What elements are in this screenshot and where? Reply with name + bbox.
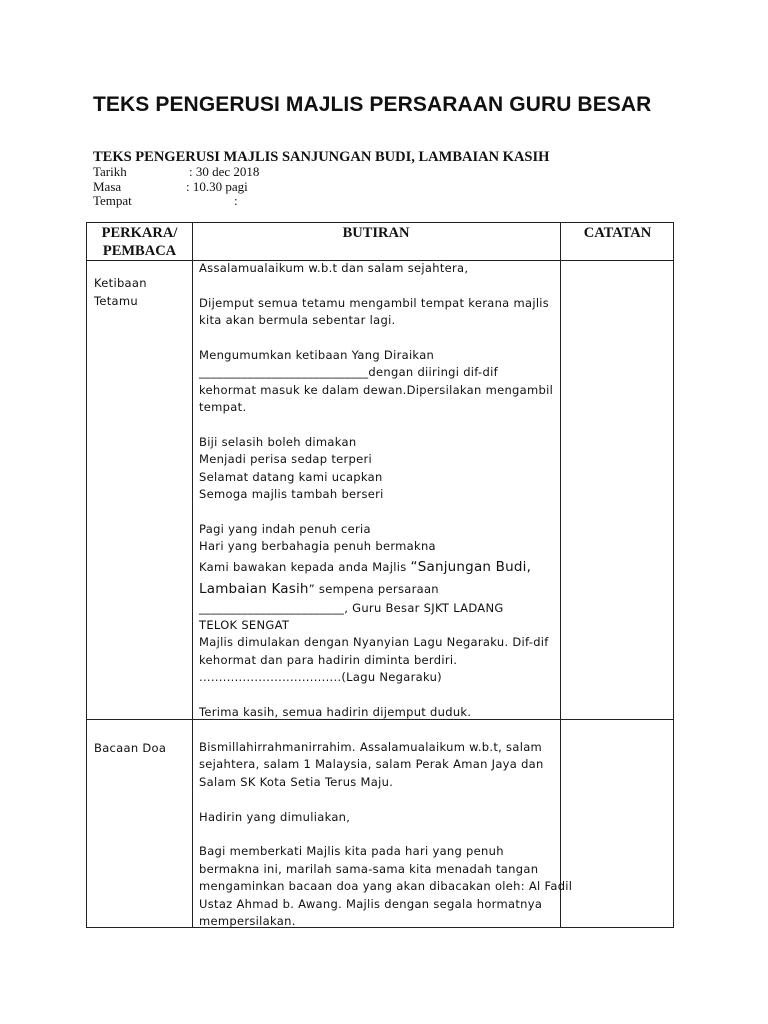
header-catatan: CATATAN <box>583 225 652 241</box>
tempat-value: : <box>234 193 238 208</box>
header-perkara-line1: PERKARA/ <box>101 225 178 241</box>
text-line: Dijemput semua tetamu mengambil tempat kerana majlis <box>199 295 550 310</box>
line-gap <box>199 417 559 434</box>
majlis-name-part2: Lambaian Kasih <box>199 580 309 597</box>
document-subtitle: TEKS PENGERUSI MAJLIS SANJUNGAN BUDI, LAMBAIAN KASIH <box>93 149 550 165</box>
masa-value: : 10.30 pagi <box>186 178 248 194</box>
header-perkara <box>87 224 192 260</box>
kami-prefix: Kami bawakan kepada anda Majlis <box>199 559 411 574</box>
text-line: mempersilakan. <box>199 913 296 928</box>
tempat-label: Tempat <box>93 193 132 208</box>
header-perkara-line2: PEMBACA <box>102 243 177 259</box>
text-line: Pagi yang indah penuh ceria <box>199 521 371 536</box>
text-line: kita akan bermula sebentar lagi. <box>199 313 396 328</box>
line-gap <box>199 277 559 294</box>
column-divider <box>192 223 193 927</box>
pantun-line: Selamat datang kami ucapkan <box>199 469 383 484</box>
text-line <box>199 556 559 578</box>
header-butiran: BUTIRAN <box>342 225 410 241</box>
text-line: sejahtera, salam 1 Malaysia, salam Perak Aman Jaya dan <box>199 757 544 772</box>
lambaian-suffix: ” sempena persaraan <box>308 581 439 596</box>
text-line: Hadirin yang dimuliakan, <box>199 809 351 824</box>
text-line: Bagi memberkati Majlis kita pada hari yang penuh <box>199 844 504 859</box>
text-line: ________________________, Guru Besar SJKT LADANG <box>199 600 504 615</box>
pantun-line: Semoga majlis tambah berseri <box>199 487 384 502</box>
tarikh-value: : 30 dec 2018 <box>189 164 260 179</box>
butiran-bacaan-doa <box>199 739 573 930</box>
majlis-name-part1: “Sanjungan Budi, <box>410 558 532 575</box>
text-line: Hari yang berbahagia penuh bermakna <box>199 539 436 554</box>
text-line: kehormat dan para hadirin diminta berdiri. <box>199 652 458 667</box>
text-line: kehormat masuk ke dalam dewan.Dipersilakan mengambil <box>199 382 554 397</box>
row-label-bacaan-doa: Bacaan Doa <box>94 741 167 755</box>
text-line: Majlis dimulakan dengan Nyanyian Lagu Negaraku. Dif-dif <box>199 635 549 650</box>
row-label-ketibaan <box>94 274 147 310</box>
pantun-line: Biji selasih boleh dimakan <box>199 434 357 449</box>
text-line: bermakna ini, marilah sama-sama kita menadah tangan <box>199 861 539 876</box>
text-line: ....................................(Lagu Negaraku) <box>199 670 442 685</box>
row-label-line: Tetamu <box>94 294 138 308</box>
text-line: tempat. <box>199 400 247 415</box>
text-line: Mengumumkan ketibaan Yang Diraikan <box>199 347 435 362</box>
line-gap <box>199 687 559 704</box>
line-gap <box>199 791 559 808</box>
pantun-line: Menjadi perisa sedap terperi <box>199 452 373 467</box>
text-line <box>199 578 559 600</box>
text-line: TELOK SENGAT <box>199 618 290 633</box>
text-line: Bismillahirrahmanirrahim. Assalamualaikum w.b.t, salam <box>199 740 543 754</box>
program-table <box>86 222 674 928</box>
column-divider <box>560 223 561 927</box>
text-line: mengaminkan bacaan doa yang akan dibacakan oleh: Al Fadil <box>199 879 573 894</box>
text-line: Terima kasih, semua hadirin dijemput duduk. <box>199 704 472 719</box>
tarikh-label: Tarikh <box>93 164 127 179</box>
masa-label: Masa <box>93 178 122 194</box>
butiran-ketibaan <box>199 260 559 721</box>
text-line: Salam SK Kota Setia Terus Maju. <box>199 774 394 789</box>
text-line: Assalamualaikum w.b.t dan salam sejahtera, <box>199 261 469 275</box>
row-label-line: Ketibaan <box>94 276 147 290</box>
text-line: ____________________________dengan diiringi dif-dif <box>199 365 498 380</box>
line-gap <box>199 826 559 843</box>
page-title: TEKS PENGERUSI MAJLIS PERSARAAN GURU BESAR <box>93 93 652 116</box>
text-line: Ustaz Ahmad b. Awang. Majlis dengan segala hormatnya <box>199 896 543 911</box>
line-gap <box>199 330 559 347</box>
line-gap <box>199 503 559 520</box>
